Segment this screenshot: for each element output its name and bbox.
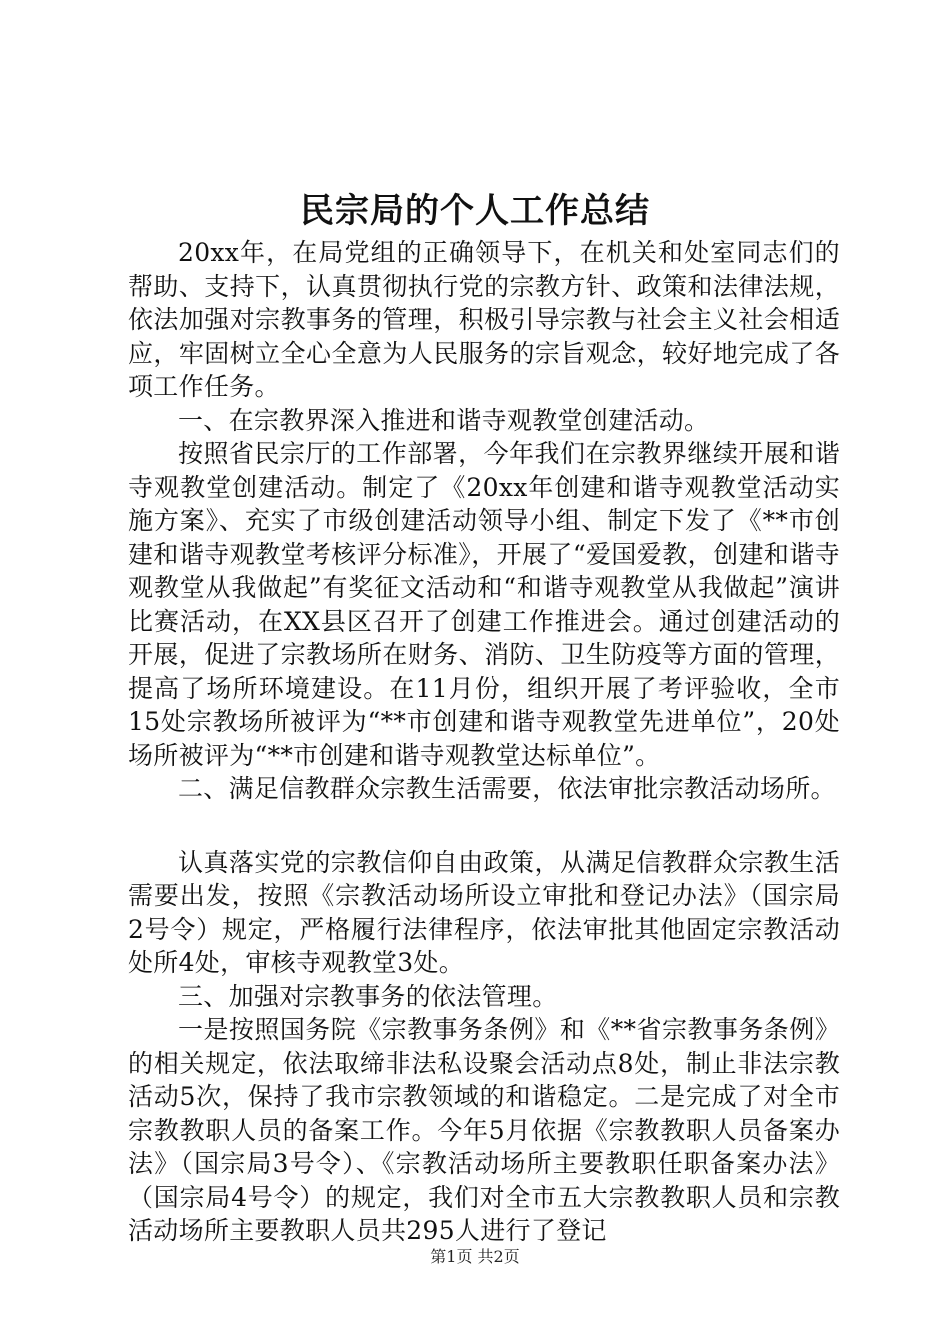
document-title: 民宗局的个人工作总结 [300,191,650,231]
section-3-paragraph: 一是按照国务院《宗教事务条例》和《**省宗教事务条例》的相关规定，依法取缔非法私设聚会活动点8处，制止非法宗教活动5次，保持了我市宗教领域的和谐稳定。二是完成了对全市宗教教职人员的备案工作。今年5月依据《宗教教职人员备案办法》（国宗局3号令）、《宗教活动场所主要教职任职备案办法》（国宗局4号令）的规定，我们对全市五大宗教教职人员和宗教活动场所主要教职人员共295人进行了登记 [128,1015,840,1245]
section-2-paragraph: 认真落实党的宗教信仰自由政策，从满足信教群众宗教生活需要出发，按照《宗教活动场所设立审批和登记办法》（国宗局2号令）规定，严格履行法律程序，依法审批其他固定宗教活动处所4处，审核寺观教堂3处。 [128,847,840,977]
section-heading-2: 二、满足信教群众宗教生活需要，依法审批宗教活动场所。 [178,774,836,803]
blank-line [128,806,840,846]
intro-paragraph: 20xx年，在局党组的正确领导下，在机关和处室同志们的帮助、支持下，认真贯彻执行党的宗教方针、政策和法律法规，依法加强对宗教事务的管理，积极引导宗教与社会主义社会相适应，牢固树立全心全意为人民服务的宗旨观念，较好地完成了各项工作任务。 [128,238,840,401]
section-heading-1: 一、在宗教界深入推进和谐寺观教堂创建活动。 [178,405,710,435]
section-heading-3: 三、加强对宗教事务的依法管理。 [178,981,558,1011]
section-1-paragraph: 按照省民宗厅的工作部署，今年我们在宗教界继续开展和谐寺观教堂创建活动。制定了《20xx年创建和谐寺观教堂活动实施方案》、充实了市级创建活动领导小组、制定下发了《**市创建和谐寺观教堂考核评分标准》，开展了“爱国爱教，创建和谐寺观教堂从我做起”有奖征文活动和“和谐寺观教堂从我做起”演讲比赛活动，在XX县区召开了创建工作推进会。通过创建活动的开展，促进了宗教场所在财务、消防、卫生防疫等方面的管理，提高了场所环境建设。在11月份，组织开展了考评验收，全市15处宗教场所被评为“**市创建和谐寺观教堂先进单位”，20处场所被评为“**市创建和谐寺观教堂达标单位”。 [128,439,840,770]
document-body [128,236,840,1248]
page-number: 第1页 共2页 [430,1247,520,1266]
